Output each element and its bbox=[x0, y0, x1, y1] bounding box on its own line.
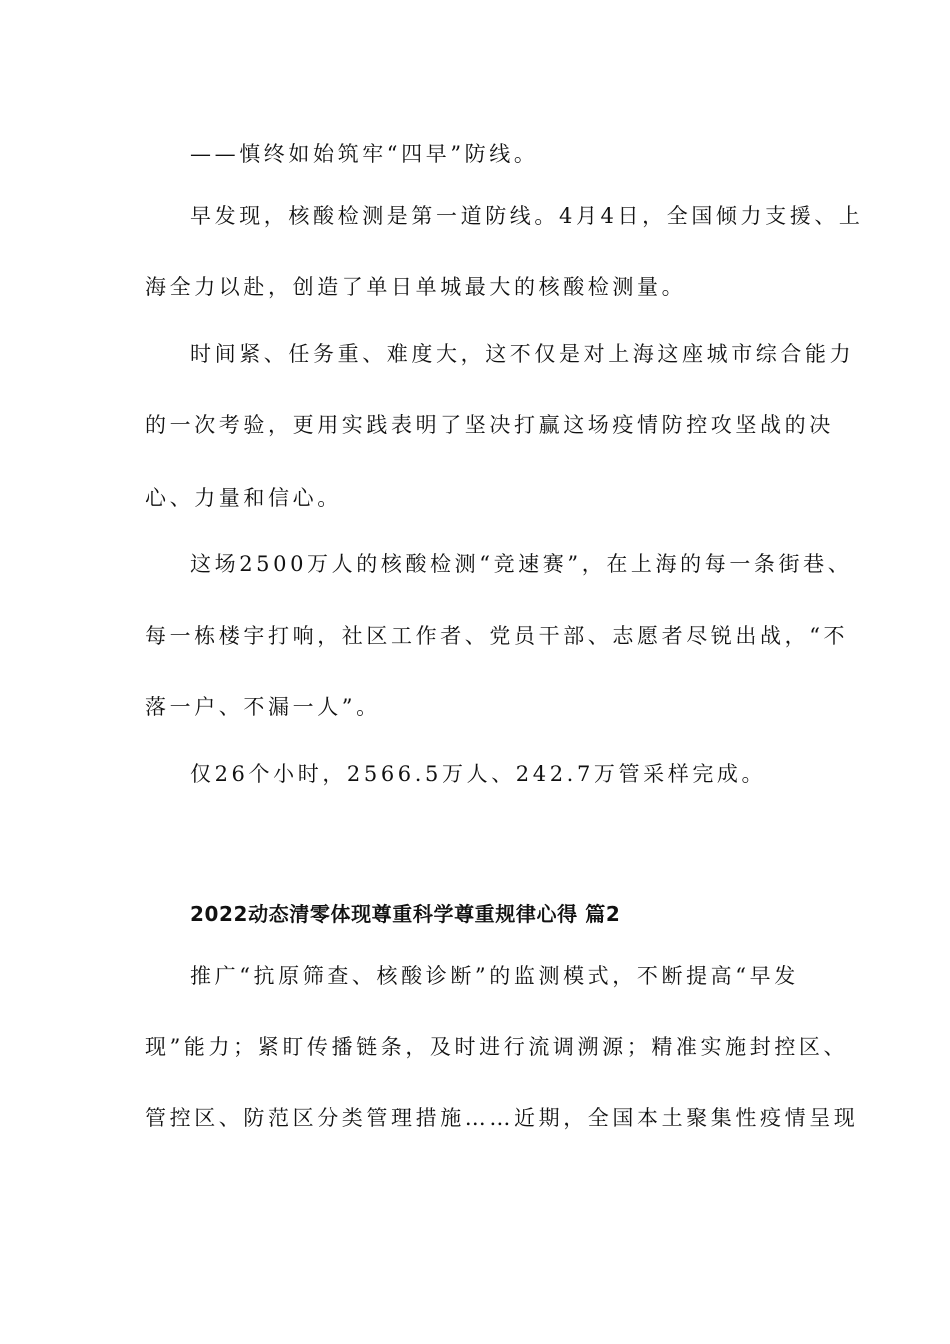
paragraph-line: 推广“抗原筛查、核酸诊断”的监测模式，不断提高“早发 bbox=[190, 964, 799, 988]
paragraph-line: 现”能力；紧盯传播链条，及时进行流调溯源；精准实施封控区、 bbox=[145, 1035, 849, 1059]
paragraph-line: 的一次考验，更用实践表明了坚决打赢这场疫情防控攻坚战的决 bbox=[145, 413, 834, 437]
paragraph-line: 管控区、防范区分类管理措施……近期，全国本土聚集性疫情呈现 bbox=[145, 1106, 859, 1130]
paragraph-line: 早发现，核酸检测是第一道防线。4月4日，全国倾力支援、上 bbox=[190, 204, 864, 228]
paragraph-line: 心、力量和信心。 bbox=[145, 486, 342, 510]
paragraph-line: 时间紧、任务重、难度大，这不仅是对上海这座城市综合能力 bbox=[190, 342, 855, 366]
paragraph-line: 落一户、不漏一人”。 bbox=[145, 695, 381, 719]
section-heading: 2022动态清零体现尊重科学尊重规律心得 篇2 bbox=[190, 902, 621, 926]
paragraph-line: 这场2500万人的核酸检测“竞速赛”，在上海的每一条街巷、 bbox=[190, 552, 853, 576]
paragraph-line: 海全力以赴，创造了单日单城最大的核酸检测量。 bbox=[145, 275, 687, 299]
paragraph-line: ——慎终如始筑牢“四早”防线。 bbox=[190, 142, 539, 166]
paragraph-line: 仅26个小时，2566.5万人、242.7万管采样完成。 bbox=[190, 762, 767, 786]
paragraph-line: 每一栋楼宇打响，社区工作者、党员干部、志愿者尽锐出战，“不 bbox=[145, 624, 849, 648]
